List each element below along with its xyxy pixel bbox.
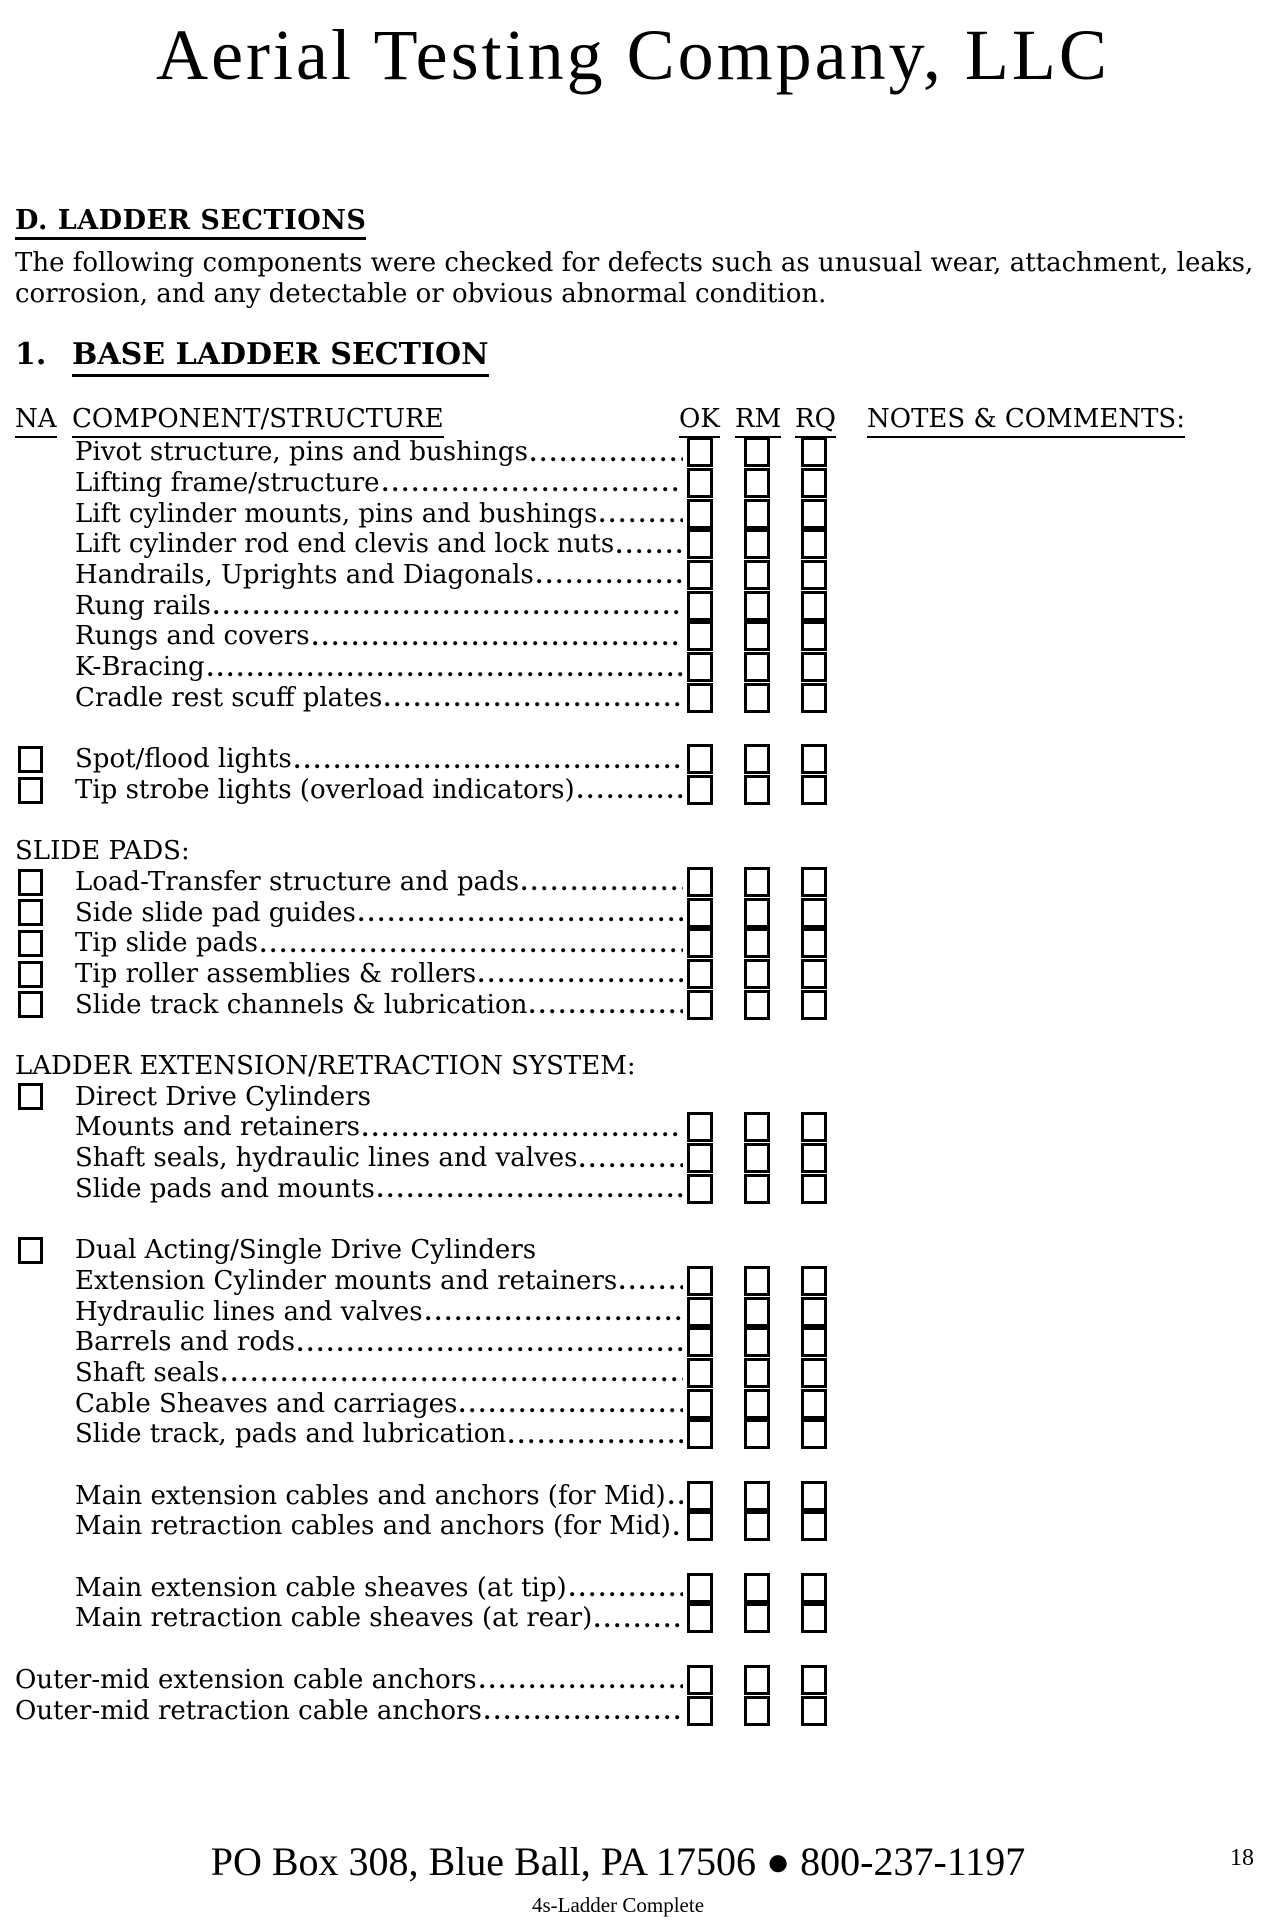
rm-checkbox[interactable] — [744, 1573, 770, 1603]
checklist-row — [0, 744, 827, 775]
status-checkboxes — [687, 1481, 827, 1511]
rq-checkbox[interactable] — [801, 468, 827, 498]
ok-checkbox[interactable] — [687, 1112, 713, 1142]
row-label: Shaft seals — [75, 1357, 220, 1388]
ok-checkbox[interactable] — [687, 898, 713, 928]
checklist-row — [0, 867, 827, 898]
spacer-row — [0, 805, 827, 836]
rm-checkbox[interactable] — [744, 1358, 770, 1388]
checklist-row — [0, 468, 827, 499]
row-label: Shaft seals, hydraulic lines and valves — [75, 1143, 578, 1174]
ok-checkbox[interactable] — [687, 775, 713, 805]
rq-checkbox[interactable] — [801, 437, 827, 467]
rm-checkbox[interactable] — [744, 621, 770, 651]
checklist-row — [0, 928, 827, 959]
dotted-leader — [295, 764, 683, 769]
na-checkbox[interactable] — [18, 991, 43, 1018]
status-checkboxes — [687, 1174, 827, 1204]
checklist-row — [0, 1419, 827, 1450]
checklist-row — [0, 1235, 827, 1266]
status-checkboxes — [687, 867, 827, 897]
rm-checkbox[interactable] — [744, 529, 770, 559]
rm-checkbox[interactable] — [744, 1327, 770, 1357]
rq-checkbox[interactable] — [801, 1511, 827, 1541]
ok-checkbox[interactable] — [687, 867, 713, 897]
section-heading — [15, 205, 366, 240]
ok-checkbox[interactable] — [687, 591, 713, 621]
rm-checkbox[interactable] — [744, 1603, 770, 1633]
status-checkboxes — [687, 560, 827, 590]
dotted-leader — [363, 1132, 683, 1137]
checklist-row — [0, 590, 827, 621]
row-label: K-Bracing — [75, 652, 205, 683]
row-label: Hydraulic lines and valves — [75, 1296, 423, 1327]
rq-checkbox[interactable] — [801, 959, 827, 989]
dotted-leader — [674, 1531, 683, 1536]
ok-checkbox[interactable] — [687, 621, 713, 651]
checklist-row — [0, 560, 827, 591]
na-checkbox[interactable] — [18, 746, 43, 773]
ok-checkbox[interactable] — [687, 1665, 713, 1695]
ok-checkbox[interactable] — [687, 683, 713, 713]
rq-checkbox[interactable] — [801, 1419, 827, 1449]
rq-checkbox[interactable] — [801, 499, 827, 529]
rq-checkbox[interactable] — [801, 1389, 827, 1419]
subheading-label: SLIDE PADS: — [15, 836, 190, 867]
status-checkboxes — [687, 591, 827, 621]
section-description-line2: corrosion, and any detectable or obvious abnormal condition. — [15, 278, 827, 309]
checklist-column-headers — [0, 404, 1266, 437]
checklist-row — [0, 989, 827, 1020]
row-label: Handrails, Uprights and Diagonals — [75, 560, 534, 591]
row-label: Dual Acting/Single Drive Cylinders — [75, 1235, 537, 1266]
row-label: Main extension cables and anchors (for Mid) — [75, 1480, 666, 1511]
checklist-row — [0, 437, 827, 468]
checklist-row — [0, 897, 827, 928]
rm-checkbox[interactable] — [744, 683, 770, 713]
row-label: Pivot structure, pins and bushings — [75, 437, 528, 468]
rq-checkbox[interactable] — [801, 775, 827, 805]
na-checkbox[interactable] — [18, 899, 43, 926]
row-label: Direct Drive Cylinders — [75, 1081, 371, 1112]
na-checkbox[interactable] — [18, 777, 43, 804]
rm-checkbox[interactable] — [744, 775, 770, 805]
checklist-row — [0, 1143, 827, 1174]
ok-checkbox[interactable] — [687, 990, 713, 1020]
ok-checkbox[interactable] — [687, 959, 713, 989]
checklist-row — [0, 683, 827, 714]
na-checkbox[interactable] — [18, 869, 43, 896]
ok-checkbox[interactable] — [687, 1266, 713, 1296]
row-label: Slide track, pads and lubrication — [75, 1419, 507, 1450]
rq-checkbox[interactable] — [801, 1327, 827, 1357]
rm-checkbox[interactable] — [744, 468, 770, 498]
checklist — [0, 437, 900, 1726]
rm-checkbox[interactable] — [744, 959, 770, 989]
dotted-leader — [383, 487, 683, 492]
na-checkbox[interactable] — [18, 930, 43, 957]
row-label: Load-Transfer structure and pads — [75, 866, 520, 897]
section-description-line1: The following components were checked for defects such as unusual wear, attachment, leaks, — [15, 248, 1254, 278]
rm-checkbox[interactable] — [744, 867, 770, 897]
ok-checkbox[interactable] — [687, 499, 713, 529]
status-checkboxes — [687, 928, 827, 958]
ok-checkbox[interactable] — [687, 1389, 713, 1419]
row-label: Cable Sheaves and carriages — [75, 1388, 458, 1419]
ok-checkbox[interactable] — [687, 928, 713, 958]
rm-checkbox[interactable] — [744, 898, 770, 928]
subsection-number: 1. — [15, 337, 47, 372]
ok-checkbox[interactable] — [687, 437, 713, 467]
status-checkboxes — [687, 1696, 827, 1726]
column-header-notes: NOTES & COMMENTS: — [867, 404, 1185, 438]
row-label: Lift cylinder mounts, pins and bushings — [75, 498, 598, 529]
status-checkboxes — [687, 1511, 827, 1541]
checklist-row — [0, 1358, 827, 1389]
na-checkbox[interactable] — [18, 1237, 43, 1264]
spacer-row — [0, 1204, 827, 1235]
rq-checkbox[interactable] — [801, 529, 827, 559]
dotted-leader — [537, 579, 683, 584]
page-title: Aerial Testing Company, LLC — [156, 15, 1110, 95]
section-heading-text: D. LADDER SECTIONS — [15, 205, 366, 240]
page-number: 18 — [1230, 1845, 1254, 1871]
status-checkboxes — [687, 1266, 827, 1296]
row-label: Main retraction cable sheaves (at rear) — [75, 1603, 593, 1634]
checklist-subheading — [0, 836, 827, 867]
status-checkboxes — [687, 1112, 827, 1142]
checklist-row — [0, 1603, 827, 1634]
ok-checkbox[interactable] — [687, 1603, 713, 1633]
row-label: Cradle rest scuff plates — [75, 682, 383, 713]
rq-checkbox[interactable] — [801, 1665, 827, 1695]
row-label: Slide track channels & lubrication — [75, 989, 528, 1020]
checklist-row — [0, 1572, 827, 1603]
column-header-component: COMPONENT/STRUCTURE — [72, 404, 444, 438]
rq-checkbox[interactable] — [801, 621, 827, 651]
rm-checkbox[interactable] — [744, 1511, 770, 1541]
checklist-row — [0, 1665, 827, 1696]
column-header-rm: RM — [735, 404, 781, 438]
ok-checkbox[interactable] — [687, 1696, 713, 1726]
rq-checkbox[interactable] — [801, 1174, 827, 1204]
status-checkboxes — [687, 1389, 827, 1419]
rm-checkbox[interactable] — [744, 1389, 770, 1419]
dotted-leader — [617, 549, 683, 554]
rm-checkbox[interactable] — [744, 1143, 770, 1173]
dotted-leader — [222, 1377, 683, 1382]
row-label: Rungs and covers — [75, 621, 310, 652]
rm-checkbox[interactable] — [744, 1266, 770, 1296]
rm-checkbox[interactable] — [744, 437, 770, 467]
checklist-row — [0, 959, 827, 990]
row-label: Extension Cylinder mounts and retainers — [75, 1265, 618, 1296]
spacer-row — [0, 1542, 827, 1573]
rq-checkbox[interactable] — [801, 928, 827, 958]
ok-checkbox[interactable] — [687, 652, 713, 682]
rq-checkbox[interactable] — [801, 1573, 827, 1603]
status-checkboxes — [687, 1358, 827, 1388]
dotted-leader — [570, 1592, 683, 1597]
rq-checkbox[interactable] — [801, 683, 827, 713]
status-checkboxes — [687, 529, 827, 559]
dotted-leader — [359, 917, 683, 922]
rm-checkbox[interactable] — [744, 1481, 770, 1511]
status-checkboxes — [687, 990, 827, 1020]
status-checkboxes — [687, 1603, 827, 1633]
row-label: Main retraction cables and anchors (for Mid) — [75, 1511, 671, 1542]
rq-checkbox[interactable] — [801, 1696, 827, 1726]
checklist-row — [0, 1296, 827, 1327]
rq-checkbox[interactable] — [801, 1112, 827, 1142]
rm-checkbox[interactable] — [744, 591, 770, 621]
subsection-heading-text: BASE LADDER SECTION — [72, 337, 489, 377]
dotted-leader — [214, 610, 683, 615]
rm-checkbox[interactable] — [744, 652, 770, 682]
spacer-row — [0, 1450, 827, 1481]
checklist-row — [0, 652, 827, 683]
ok-checkbox[interactable] — [687, 1573, 713, 1603]
rq-checkbox[interactable] — [801, 652, 827, 682]
rq-checkbox[interactable] — [801, 898, 827, 928]
dotted-leader — [208, 672, 683, 677]
dotted-leader — [426, 1316, 683, 1321]
row-label: Tip roller assemblies & rollers — [75, 959, 477, 990]
column-header-rq: RQ — [795, 404, 836, 438]
ok-checkbox[interactable] — [687, 744, 713, 774]
dotted-leader — [531, 457, 683, 462]
rq-checkbox[interactable] — [801, 1297, 827, 1327]
checklist-row — [0, 775, 827, 806]
dotted-leader — [480, 1684, 683, 1689]
row-label: Side slide pad guides — [75, 897, 356, 928]
dotted-leader — [580, 1163, 683, 1168]
ok-checkbox[interactable] — [687, 560, 713, 590]
dotted-leader — [378, 1193, 683, 1198]
rm-checkbox[interactable] — [744, 499, 770, 529]
dotted-leader — [261, 948, 683, 953]
status-checkboxes — [687, 468, 827, 498]
status-checkboxes — [687, 959, 827, 989]
ok-checkbox[interactable] — [687, 1327, 713, 1357]
rq-checkbox[interactable] — [801, 744, 827, 774]
status-checkboxes — [687, 744, 827, 774]
row-label: Main extension cable sheaves (at tip) — [75, 1572, 567, 1603]
column-header-ok: OK — [679, 404, 720, 438]
checklist-subheading — [0, 1051, 827, 1082]
ok-checkbox[interactable] — [687, 529, 713, 559]
rm-checkbox[interactable] — [744, 1112, 770, 1142]
rq-checkbox[interactable] — [801, 867, 827, 897]
row-label: Tip slide pads — [75, 928, 258, 959]
dotted-leader — [595, 1623, 683, 1628]
checklist-row — [0, 1388, 827, 1419]
spacer-row — [0, 713, 827, 744]
rm-checkbox[interactable] — [744, 990, 770, 1020]
rq-checkbox[interactable] — [801, 560, 827, 590]
dotted-leader — [460, 1408, 683, 1413]
spacer-row — [0, 1634, 827, 1665]
rm-checkbox[interactable] — [744, 1665, 770, 1695]
footer-address: PO Box 308, Blue Ball, PA 17506 ● 800-237-1197 — [210, 1839, 1026, 1884]
status-checkboxes — [687, 1143, 827, 1173]
checklist-row — [0, 1327, 827, 1358]
dotted-leader — [485, 1715, 683, 1720]
column-header-na: NA — [15, 404, 57, 438]
status-checkboxes — [687, 1327, 827, 1357]
na-checkbox[interactable] — [18, 961, 43, 988]
status-checkboxes — [687, 652, 827, 682]
rm-checkbox[interactable] — [744, 560, 770, 590]
ok-checkbox[interactable] — [687, 1174, 713, 1204]
row-label: Lifting frame/structure — [75, 468, 380, 499]
checklist-row — [0, 1266, 827, 1297]
row-label: Outer-mid retraction cable anchors — [15, 1695, 482, 1726]
rq-checkbox[interactable] — [801, 1143, 827, 1173]
row-label: Slide pads and mounts — [75, 1173, 375, 1204]
rm-checkbox[interactable] — [744, 744, 770, 774]
status-checkboxes — [687, 1419, 827, 1449]
footer-form-name: 4s-Ladder Complete — [531, 1893, 705, 1917]
na-checkbox[interactable] — [18, 1083, 43, 1110]
dotted-leader — [530, 1009, 683, 1014]
ok-checkbox[interactable] — [687, 1297, 713, 1327]
ok-checkbox[interactable] — [687, 1419, 713, 1449]
status-checkboxes — [687, 1573, 827, 1603]
rq-checkbox[interactable] — [801, 1603, 827, 1633]
checklist-row — [0, 1174, 827, 1205]
checklist-row — [0, 1695, 827, 1726]
dotted-leader — [620, 1285, 683, 1290]
checklist-row — [0, 1081, 827, 1112]
ok-checkbox[interactable] — [687, 468, 713, 498]
checklist-row — [0, 1511, 827, 1542]
rq-checkbox[interactable] — [801, 1358, 827, 1388]
status-checkboxes — [687, 1665, 827, 1695]
rq-checkbox[interactable] — [801, 1481, 827, 1511]
dotted-leader — [509, 1439, 683, 1444]
status-checkboxes — [687, 621, 827, 651]
ok-checkbox[interactable] — [687, 1511, 713, 1541]
rm-checkbox[interactable] — [744, 1696, 770, 1726]
dotted-leader — [522, 886, 683, 891]
ok-checkbox[interactable] — [687, 1481, 713, 1511]
row-label: Outer-mid extension cable anchors — [15, 1664, 477, 1695]
row-label: Lift cylinder rod end clevis and lock nuts — [75, 529, 615, 560]
subheading-label: LADDER EXTENSION/RETRACTION SYSTEM: — [15, 1051, 636, 1082]
spacer-row — [0, 1020, 827, 1051]
rm-checkbox[interactable] — [744, 1297, 770, 1327]
dotted-leader — [669, 1500, 683, 1505]
dotted-leader — [298, 1347, 683, 1352]
row-label: Mounts and retainers — [75, 1112, 360, 1143]
checklist-row — [0, 498, 827, 529]
rq-checkbox[interactable] — [801, 990, 827, 1020]
rm-checkbox[interactable] — [744, 928, 770, 958]
dotted-leader — [313, 641, 683, 646]
dotted-leader — [578, 794, 683, 799]
row-label: Spot/flood lights — [75, 744, 292, 775]
ok-checkbox[interactable] — [687, 1358, 713, 1388]
status-checkboxes — [687, 437, 827, 467]
checklist-row — [0, 529, 827, 560]
checklist-row — [0, 1480, 827, 1511]
checklist-row — [0, 621, 827, 652]
status-checkboxes — [687, 775, 827, 805]
row-label: Tip strobe lights (overload indicators) — [75, 774, 575, 805]
section-description — [15, 248, 1265, 310]
rq-checkbox[interactable] — [801, 1266, 827, 1296]
rq-checkbox[interactable] — [801, 591, 827, 621]
dotted-leader — [479, 978, 683, 983]
row-label: Barrels and rods — [75, 1327, 295, 1358]
dotted-leader — [600, 518, 683, 523]
rm-checkbox[interactable] — [744, 1174, 770, 1204]
checklist-row — [0, 1112, 827, 1143]
dotted-leader — [385, 702, 683, 707]
rm-checkbox[interactable] — [744, 1419, 770, 1449]
ok-checkbox[interactable] — [687, 1143, 713, 1173]
status-checkboxes — [687, 1297, 827, 1327]
status-checkboxes — [687, 898, 827, 928]
status-checkboxes — [687, 683, 827, 713]
status-checkboxes — [687, 499, 827, 529]
row-label: Rung rails — [75, 590, 211, 621]
